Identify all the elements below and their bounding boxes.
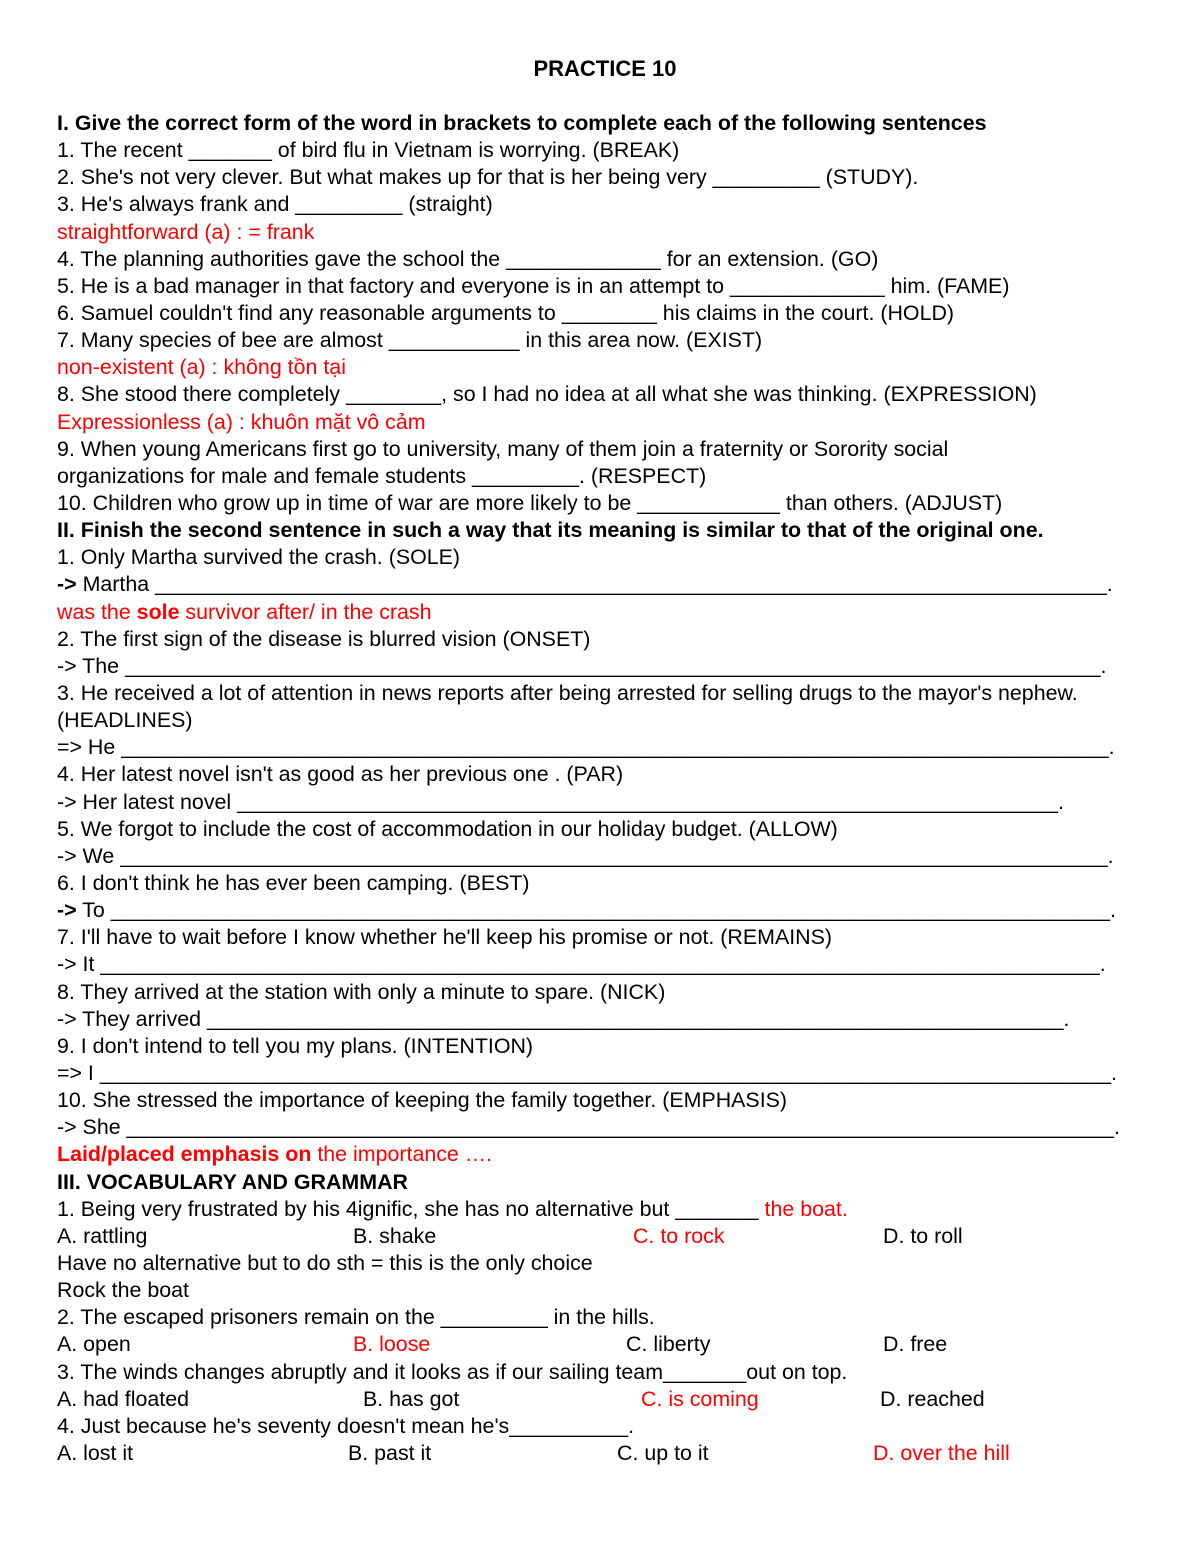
s1-line: 3. He's always frank and _________ (straight) xyxy=(57,192,493,217)
option-d: D. free xyxy=(883,1332,948,1357)
s3-question xyxy=(57,1196,1157,1223)
s1-line: 8. She stood there completely ________, so I had no idea at all what she was thinking. (EXPRESSION) xyxy=(57,382,1037,407)
s2-question: 7. I'll have to wait before I know whether he'll keep his promise or not. (REMAINS) xyxy=(57,925,833,950)
option-a: A. rattling xyxy=(57,1223,148,1248)
s3-options xyxy=(57,1440,1157,1467)
s2-question: 2. The first sign of the disease is blurred vision (ONSET) xyxy=(57,626,591,651)
s2-answer-line xyxy=(57,897,1157,924)
s2-answer-line: -> It ____________________________________________________________________________________. xyxy=(57,952,1106,977)
s2-question: 5. We forgot to include the cost of accommodation in our holiday budget. (ALLOW) xyxy=(57,816,838,841)
s2-answer-note xyxy=(57,1141,1157,1168)
s1-line: 2. She's not very clever. But what makes up for that is her being very _________ (STUDY). xyxy=(57,165,919,190)
s2-answer-line: => He ___________________________________________________________________________________. xyxy=(57,735,1115,760)
s2-answer-line xyxy=(57,571,1157,598)
s1-line-10: 10. Children who grow up in time of war are more likely to be ____________ than others. (ADJUST) xyxy=(57,491,1003,515)
s1-line: 4. The planning authorities gave the school the _____________ for an extension. (GO) xyxy=(57,246,879,271)
note-bold: sole xyxy=(136,599,180,624)
arrow: -> xyxy=(57,898,77,923)
s2-answer-line: -> Her latest novel _____________________________________________________________________. xyxy=(57,789,1064,814)
answer-blank: Martha ________________________________________________________________________________. xyxy=(76,572,1113,597)
option-a: A. open xyxy=(57,1332,131,1357)
option-c-correct: C. is coming xyxy=(641,1386,759,1411)
s1-answer-note: straightforward (a) : = frank xyxy=(57,219,315,244)
s2-question: 3. He received a lot of attention in news reports after being arrested for selling drugs to the mayor's nephew. (HEADLINES) xyxy=(57,680,1078,733)
option-d-correct: D. over the hill xyxy=(873,1440,1010,1465)
s2-question: 4. Her latest novel isn't as good as her previous one . (PAR) xyxy=(57,762,624,787)
s3-options xyxy=(57,1223,1157,1250)
option-c-correct: C. to rock xyxy=(633,1223,725,1248)
s2-question: 1. Only Martha survived the crash. (SOLE) xyxy=(57,545,461,570)
note-bold: Laid/placed emphasis on xyxy=(57,1142,312,1167)
s1-line: 7. Many species of bee are almost ___________ in this area now. (EXIST) xyxy=(57,328,763,353)
answer-blank: To ____________________________________________________________________________________. xyxy=(76,898,1116,923)
question-text: 1. Being very frustrated by his 4ignific, she has no alternative but _______ xyxy=(57,1196,765,1221)
option-c: C. up to it xyxy=(617,1440,709,1465)
page-title: PRACTICE 10 xyxy=(533,56,677,81)
s3-note: Have no alternative but to do sth = this is the only choice xyxy=(57,1250,593,1275)
s3-note: Rock the boat xyxy=(57,1278,189,1303)
s3-question: 4. Just because he's seventy doesn't mean he's__________. xyxy=(57,1413,635,1438)
option-d: D. to roll xyxy=(883,1223,963,1248)
section-2-heading: II. Finish the second sentence in such a way that its meaning is similar to that of the original one. xyxy=(57,518,1044,543)
section-1-lines xyxy=(57,137,1157,436)
s2-answer-line: => I _____________________________________________________________________________________. xyxy=(57,1060,1117,1085)
note-text: survivor after/ in the crash xyxy=(179,599,432,624)
s2-answer-line: -> The __________________________________________________________________________________. xyxy=(57,653,1107,678)
section-3-heading: III. VOCABULARY AND GRAMMAR xyxy=(57,1169,408,1194)
s2-answer-line: -> She ___________________________________________________________________________________. xyxy=(57,1115,1120,1140)
s1-line: 6. Samuel couldn't find any reasonable arguments to ________ his claims in the court. (HOLD) xyxy=(57,300,955,325)
s1-line-9: 9. When young Americans first go to university, many of them join a fraternity or Sorority social organizations for male and female students _________. (RESPECT) xyxy=(57,436,949,488)
s1-answer-note: Expressionless (a) : khuôn mặt vô cảm xyxy=(57,409,426,434)
s3-options xyxy=(57,1386,1157,1413)
option-b: B. past it xyxy=(348,1440,432,1465)
s2-question: 9. I don't intend to tell you my plans. (INTENTION) xyxy=(57,1033,534,1058)
s1-answer-note: non-existent (a) : không tồn tại xyxy=(57,355,346,380)
s2-question: 10. She stressed the importance of keeping the family together. (EMPHASIS) xyxy=(57,1088,788,1113)
option-a: A. had floated xyxy=(57,1386,190,1411)
s2-question: 6. I don't think he has ever been camping. (BEST) xyxy=(57,871,530,895)
note-text: the importance …. xyxy=(311,1142,493,1167)
option-d: D. reached xyxy=(880,1386,985,1411)
s3-question: 2. The escaped prisoners remain on the _________ in the hills. xyxy=(57,1305,655,1330)
option-c: C. liberty xyxy=(626,1332,711,1357)
answer-highlight: the boat. xyxy=(764,1196,848,1221)
option-b-correct: B. loose xyxy=(353,1332,431,1357)
section-1-heading: I. Give the correct form of the word in brackets to complete each of the following sentences xyxy=(57,111,987,135)
note-text: was the xyxy=(57,599,137,624)
arrow: -> xyxy=(57,572,77,597)
s3-question: 3. The winds changes abruptly and it looks as if our sailing team_______out on top. xyxy=(57,1359,848,1384)
s2-answer-note xyxy=(57,599,1157,626)
option-b: B. shake xyxy=(353,1223,437,1248)
s2-answer-line: -> They arrived ________________________________________________________________________. xyxy=(57,1006,1070,1031)
s2-answer-line: -> We ___________________________________________________________________________________. xyxy=(57,843,1114,868)
document-body xyxy=(57,110,1157,1467)
s2-question: 8. They arrived at the station with only a minute to spare. (NICK) xyxy=(57,979,666,1004)
s1-line: 1. The recent _______ of bird flu in Vietnam is worrying. (BREAK) xyxy=(57,138,680,163)
option-b: B. has got xyxy=(363,1386,460,1411)
s3-options xyxy=(57,1331,1157,1358)
s1-line: 5. He is a bad manager in that factory and everyone is in an attempt to _____________ him. (FAME) xyxy=(57,273,1010,298)
option-a: A. lost it xyxy=(57,1440,134,1465)
